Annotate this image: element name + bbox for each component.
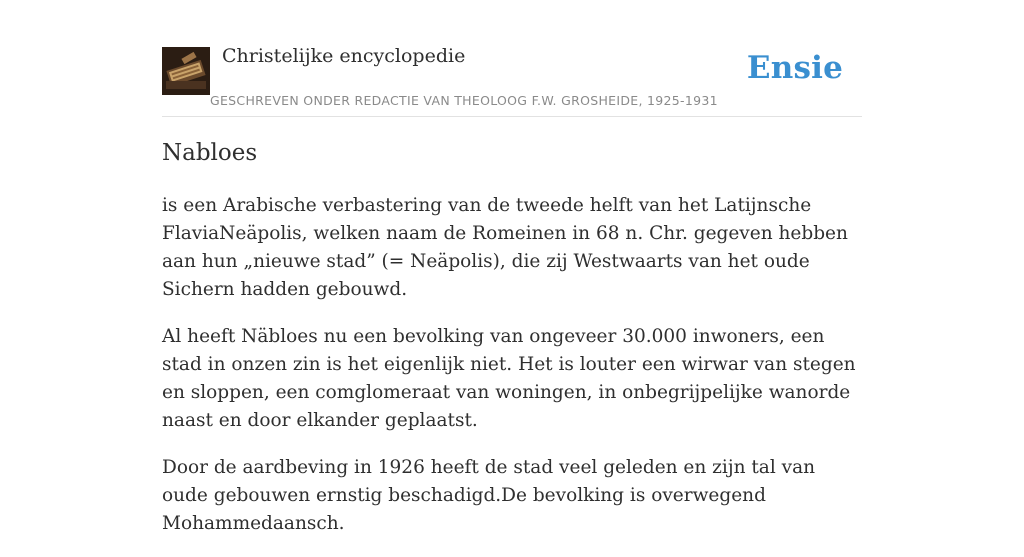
site-title[interactable]: Christelijke encyclopedie <box>222 45 466 67</box>
site-subtitle: GESCHREVEN ONDER REDACTIE VAN THEOLOOG F.W. GROSHEIDE, 1925-1931 <box>210 93 718 108</box>
page <box>162 0 862 534</box>
encyclopedia-avatar[interactable] <box>162 47 210 95</box>
entry-body <box>162 192 862 557</box>
entry-paragraph: Al heeft Näbloes nu een bevolking van ongeveer 30.000 inwoners, een stad in onzen zin is het eigenlijk niet. Het is louter een wirwar van stegen en sloppen, een comglomeraat van woningen, in onbegrijpelijke wanorde naast en door elkander geplaatst. <box>162 326 856 431</box>
entry-title: Nabloes <box>162 140 258 166</box>
entry-paragraph: Door de aardbeving in 1926 heeft de stad veel geleden en zijn tal van oude gebouwen ernstig beschadigd.De bevolking is overwegend Mohammedaansch. <box>162 457 816 534</box>
entry-paragraph: is een Arabische verbastering van de tweede helft van het Latijnsche FlaviaNeäpolis, welken naam de Romeinen in 68 n. Chr. gegeven hebben aan hun „nieuwe stad” (= Neäpolis), die zij Westwaarts van het oude Sichern hadden gebouwd. <box>162 195 848 300</box>
book-photo-icon <box>162 47 210 95</box>
ensie-logo-link[interactable]: Ensie <box>746 50 843 86</box>
site-header <box>162 0 862 117</box>
